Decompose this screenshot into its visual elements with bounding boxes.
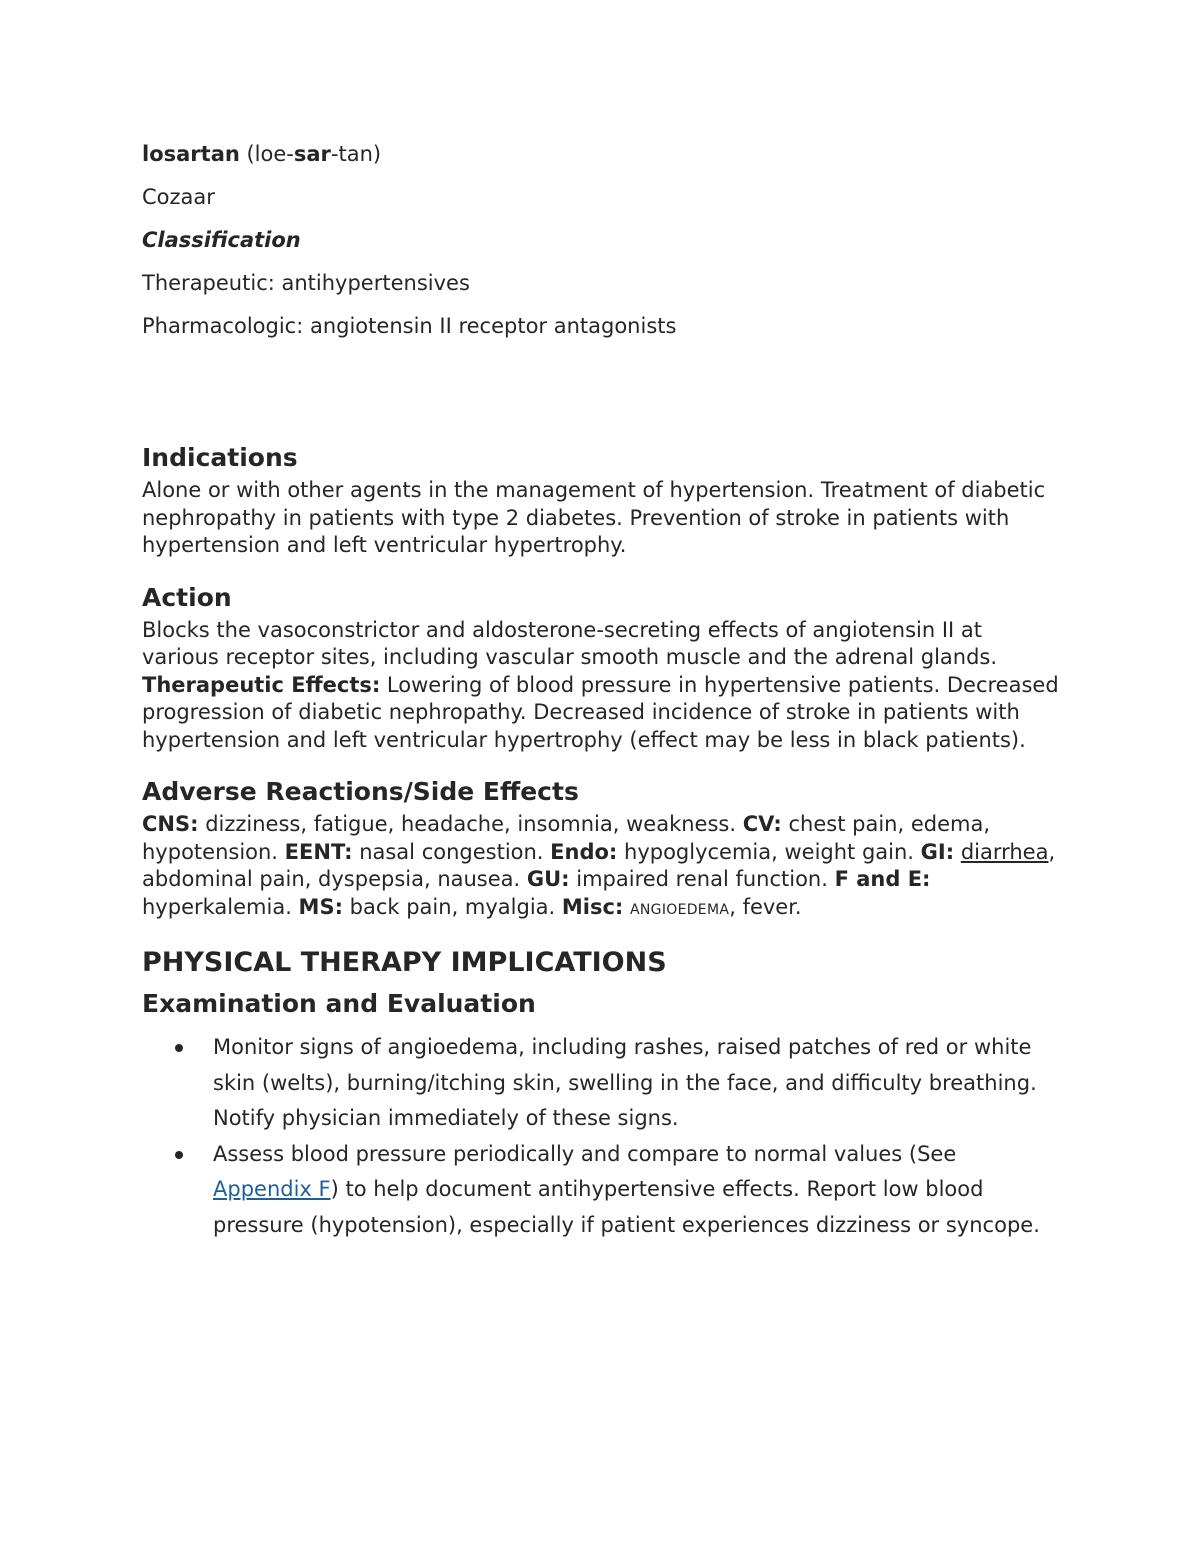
pronunciation-start: (loe-: [239, 142, 294, 166]
eent-label: EENT:: [284, 839, 353, 864]
gi-text: , abdominal pain, dyspepsia, nausea.: [142, 839, 1056, 891]
pronunciation-end: -tan): [330, 142, 382, 166]
gu-text: impaired renal function.: [569, 867, 835, 891]
action-heading: Action: [142, 582, 232, 612]
misc-smallcaps: ANGIOEDEMA: [630, 901, 730, 918]
adverse-reactions-heading: Adverse Reactions/Side Effects: [142, 777, 579, 806]
therapeutic-effects-label: Therapeutic Effects:: [142, 672, 381, 697]
indications-text: Alone or with other agents in the management of hypertension. Treatment of diabetic nephropathy in patients with type 2 diabetes. Prevention of stroke in patients with hypertension and left ventricular hypertrophy.: [142, 478, 1046, 557]
action-text-part2: Lowering of blood pressure in hypertensive patients. Decreased progression of diabetic nephropathy. Decreased incidence of stroke in patients with hypertension and left ventricular hypertrophy (effect may be less in black patients).: [142, 672, 1059, 752]
misc-text: , fever.: [729, 894, 802, 919]
bullet-icon: [175, 1044, 183, 1052]
brand-name: Cozaar: [142, 185, 215, 209]
ms-text: back pain, myalgia.: [342, 894, 562, 919]
gi-underlined: diarrhea: [960, 839, 1049, 864]
bullet-text-end: ) to help document antihypertensive effects. Report low blood pressure (hypotension), especially if patient experiences dizziness or syncope.: [213, 1177, 1040, 1237]
action-text: [142, 617, 1060, 755]
drug-title: [142, 140, 1060, 168]
examination-list: [142, 1030, 1060, 1243]
indications-heading: Indications: [142, 443, 298, 472]
classification-label: Classification: [142, 228, 301, 252]
gu-label: GU:: [526, 867, 570, 891]
eent-text: nasal congestion.: [352, 839, 551, 864]
action-text-part1: Blocks the vasoconstrictor and aldosterone-secreting effects of angiotensin II at various receptor sites, including vascular smooth muscle and the adrenal glands.: [142, 617, 998, 669]
drug-name: losartan: [142, 142, 240, 166]
endo-text: hypoglycemia, weight gain.: [617, 839, 921, 864]
bullet-text-start: Assess blood pressure periodically and compare to normal values (See: [213, 1141, 957, 1166]
pt-implications-heading: PHYSICAL THERAPY IMPLICATIONS: [142, 947, 667, 978]
spacer: [142, 355, 1060, 442]
ms-label: MS:: [298, 894, 343, 919]
list-item: [142, 1030, 1060, 1137]
bullet-icon: [175, 1151, 183, 1159]
fe-label: F and E:: [834, 867, 931, 891]
examination-heading: Examination and Evaluation: [142, 989, 536, 1018]
pharmacologic-class: Pharmacologic: angiotensin II receptor antagonists: [142, 314, 677, 338]
therapeutic-class: Therapeutic: antihypertensives: [142, 271, 470, 295]
cv-text: chest pain, edema, hypotension.: [142, 812, 990, 864]
bullet-text: Monitor signs of angioedema, including rashes, raised patches of red or white skin (welts), burning/itching skin, swelling in the face, and difficulty breathing. Notify physician immediately of these signs.: [213, 1035, 1037, 1130]
endo-label: Endo:: [550, 839, 618, 864]
fe-text: hyperkalemia.: [142, 894, 299, 919]
misc-label: Misc:: [561, 894, 624, 919]
pronunciation-stress: sar: [293, 142, 331, 166]
gi-label: GI:: [920, 839, 955, 864]
appendix-f-link[interactable]: Appendix F: [213, 1177, 331, 1201]
list-item: [142, 1137, 1060, 1244]
adverse-reactions-text: [142, 811, 1060, 924]
cv-label: CV:: [742, 812, 782, 836]
cns-label: CNS:: [142, 812, 199, 836]
cns-text: dizziness, fatigue, headache, insomnia, weakness.: [198, 812, 743, 836]
